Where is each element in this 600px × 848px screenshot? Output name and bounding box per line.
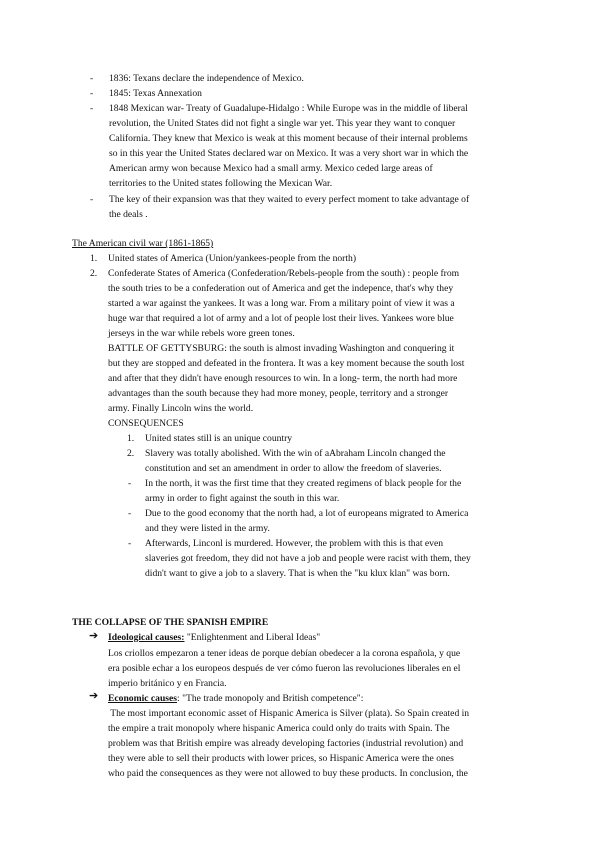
list-item-text: army in order to fight against the south in this war. (145, 493, 340, 504)
battle-text: but they are stopped and defeated in the frontera. It was a key moment because the south lost (108, 358, 465, 369)
section-heading: THE COLLAPSE OF THE SPANISH EMPIRE (72, 617, 269, 628)
list-number: 1. (90, 253, 98, 264)
list-item-text: 1836: Texans declare the independence of Mexico. (109, 73, 304, 84)
list-dash: - (90, 88, 94, 99)
list-item-text: so in this year the United States declared war on Mexico. It was a very short war in which the (109, 148, 469, 159)
battle-text: army. Finally Lincoln wins the world. (108, 403, 254, 414)
list-item-text: and they were listed in the army. (145, 523, 270, 534)
paragraph-line: imperio británico y en Francia. (108, 678, 227, 689)
list-item-text: huge war that required a lot of army and a lot of people lost their lives. Yankees wore blue (108, 313, 454, 324)
ideological-heading (108, 630, 320, 645)
list-number: 2. (127, 448, 135, 459)
list-dash: - (128, 538, 132, 549)
list-dash: - (128, 478, 132, 489)
arrow-bullet-icon: ➔ (89, 690, 99, 702)
battle-text: BATTLE OF GETTYSBURG: the south is almost invading Washington and conquering it (108, 343, 455, 354)
consequences-label: CONSEQUENCES (108, 418, 184, 429)
economic-heading (108, 691, 363, 706)
section-heading: The American civil war (1861-1865) (72, 238, 214, 249)
list-item-text: California. They knew that Mexico is weak at this moment because of their internal problems (109, 133, 468, 144)
list-item-text: Confederate States of America (Confederation/Rebels-people from the south) : people from (108, 268, 460, 279)
list-item-text: 1848 Mexican war- Treaty of Guadalupe-Hidalgo : While Europe was in the middle of liberal (109, 103, 468, 114)
battle-text: advantages than the south because they had more money, people, territory and a stronger (108, 388, 449, 399)
list-item-text: constitution and set an amendment in order to allow the freedom of slaveries. (145, 463, 442, 474)
paragraph-line: they were able to sell their products with lower prices, so Hispanic America were the ones (108, 753, 454, 764)
ideological-title: "Enlightenment and Liberal Ideas" (184, 632, 321, 643)
list-item-text: Due to the good economy that the north had, a lot of europeans migrated to America (145, 508, 469, 519)
arrow-bullet-icon: ➔ (89, 630, 99, 642)
list-item-text: The key of their expansion was that they waited to every perfect moment to take advantage of (109, 194, 470, 205)
economic-title: : "The trade monopoly and British competence": (177, 693, 364, 704)
list-number: 2. (90, 268, 98, 279)
list-item-text: United states of America (Union/yankees-people from the north) (108, 253, 357, 264)
list-item-text: Afterwards, Linconl is murdered. However, the problem with this is that even (145, 538, 444, 549)
paragraph-line: problem was that British empire was already developing factories (industrial revolution) and (108, 738, 464, 749)
paragraph-line: The most important economic asset of Hispanic America is Silver (plata). So Spain created in (108, 708, 470, 719)
list-item-text: American army won because Mexico had a small army. Mexico ceded large areas of (109, 163, 433, 174)
list-item-text: the deals . (109, 209, 148, 220)
paragraph-line: era posible echar a los europeos después de ver cómo fueron las revoluciones liberales en el (108, 663, 461, 674)
list-number: 1. (127, 433, 135, 444)
list-item-text: United states still is an unique country (145, 433, 293, 444)
battle-text: and after that they didn't have enough resources to win. In a long- term, the north had more (108, 373, 458, 384)
list-dash: - (128, 508, 132, 519)
paragraph-line: who paid the consequences as they were not allowed to buy these products. In conclusion, the (108, 768, 468, 779)
list-item-text: Slavery was totally abolished. With the win of aAbraham Lincoln changed the (145, 448, 446, 459)
list-item-text: jerseys in the war while rebels wore green tones. (108, 328, 295, 339)
ideological-label: Ideological causes: (108, 632, 185, 643)
list-item-text: 1845: Texas Annexation (109, 88, 202, 99)
paragraph-line: the empire a trait monopoly where hispanic America could only do traits with Spain. The (108, 723, 450, 734)
list-dash: - (90, 73, 94, 84)
list-item-text: didn't want to give a job to a slavery. That is when the "ku klux klan" was born. (145, 568, 450, 579)
list-dash: - (90, 103, 94, 114)
list-item-text: territories to the United states following the Mexican War. (109, 178, 333, 189)
list-item-text: In the north, it was the first time that they created regimens of black people for the (145, 478, 462, 489)
list-item-text: slaveries got freedom, they did not have a job and people were racist with them, they (145, 553, 471, 564)
list-item-text: the south tries to be a confederation out of America and get the indepence, that's why they (108, 283, 454, 294)
list-item-text: started a war against the yankees. It was a long war. From a military point of view it was a (108, 298, 455, 309)
list-dash: - (90, 194, 94, 205)
list-item-text: revolution, the United States did not fight a single war yet. This year they want to conquer (109, 118, 456, 129)
economic-label: Economic causes (108, 693, 178, 704)
paragraph-line: Los criollos empezaron a tener ideas de porque debían obedecer a la corona española, y que (108, 648, 461, 659)
